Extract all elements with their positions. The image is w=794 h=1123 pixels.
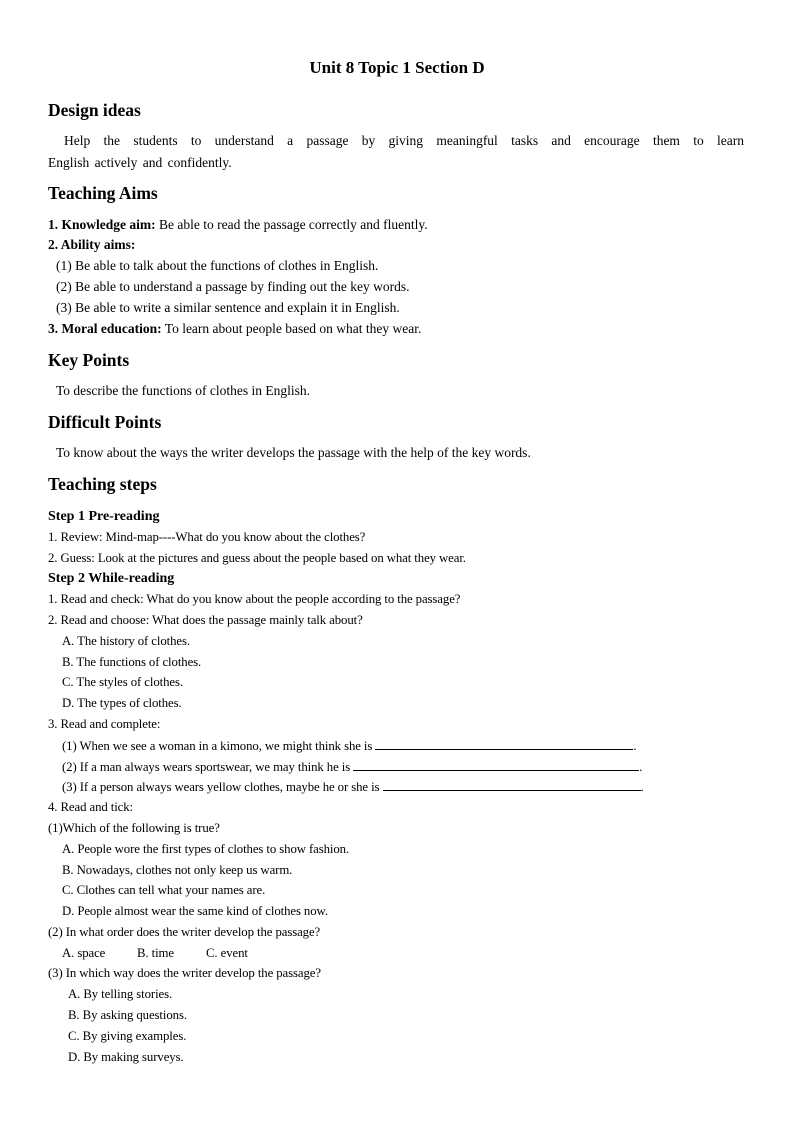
- ability-item: (2) Be able to understand a passage by finding out the key words.: [56, 279, 410, 294]
- question-1: 1. Read and check: What do you know about the people according to the passage?: [48, 592, 461, 606]
- design-ideas-heading: Design ideas: [48, 100, 141, 120]
- question-4-2: (2) In what order does the writer develop the passage?: [48, 925, 321, 939]
- question-3: 3. Read and complete:: [48, 717, 161, 731]
- moral-education: [48, 321, 421, 337]
- key-points-heading: Key Points: [48, 350, 130, 370]
- option: A. space: [62, 946, 106, 960]
- step2-label: Step 2 While-reading: [48, 571, 175, 586]
- difficult-points-heading: Difficult Points: [48, 412, 162, 432]
- option: C. By giving examples.: [68, 1029, 187, 1043]
- fill-blank-text: (3) If a person always wears yellow clothes, maybe he or she is: [62, 780, 380, 794]
- page-title: Unit 8 Topic 1 Section D: [309, 58, 485, 77]
- fill-blank-text: (2) If a man always wears sportswear, we may think he is: [62, 760, 351, 774]
- period: .: [640, 780, 644, 794]
- option: A. The history of clothes.: [62, 634, 190, 648]
- design-ideas-line2: English actively and confidently.: [48, 155, 232, 170]
- step1-item: 1. Review: Mind-map----What do you know about the clothes?: [48, 530, 366, 544]
- fill-blank-item: [62, 759, 642, 775]
- ability-item: (3) Be able to write a similar sentence and explain it in English.: [56, 300, 400, 315]
- answer-blank[interactable]: [353, 759, 639, 771]
- answer-blank[interactable]: [375, 738, 633, 750]
- design-ideas-line1: Help the students to understand a passage by giving meaningful tasks and encourage them to learn: [64, 133, 744, 148]
- moral-education-text: To learn about people based on what they wear.: [164, 321, 422, 336]
- step1-label: Step 1 Pre-reading: [48, 509, 160, 524]
- knowledge-aim-label: 1. Knowledge aim:: [48, 217, 156, 232]
- fill-blank-item: [62, 738, 637, 754]
- option: A. People wore the first types of clothes to show fashion.: [62, 842, 350, 856]
- option: B. Nowadays, clothes not only keep us warm.: [62, 863, 293, 877]
- moral-education-label: 3. Moral education:: [48, 321, 162, 336]
- option: C. Clothes can tell what your names are.: [62, 883, 266, 897]
- option: B. The functions of clothes.: [62, 655, 202, 669]
- period: .: [639, 760, 643, 774]
- question-4-1: (1)Which of the following is true?: [48, 821, 220, 835]
- ability-item: (1) Be able to talk about the functions of clothes in English.: [56, 258, 379, 273]
- knowledge-aim-text: Be able to read the passage correctly and fluently.: [159, 217, 428, 232]
- fill-blank-item: [62, 779, 644, 795]
- option: D. The types of clothes.: [62, 696, 182, 710]
- ability-aims: [48, 237, 135, 253]
- option: D. People almost wear the same kind of clothes now.: [62, 904, 328, 918]
- teaching-steps-heading: Teaching steps: [48, 474, 157, 494]
- fill-blank-text: (1) When we see a woman in a kimono, we might think she is: [62, 739, 373, 753]
- knowledge-aim: [48, 217, 428, 233]
- teaching-aims-heading: Teaching Aims: [48, 183, 158, 203]
- difficult-points-text: To know about the ways the writer develops the passage with the help of the key words.: [56, 445, 531, 460]
- ability-aims-label: 2. Ability aims:: [48, 237, 136, 252]
- option: B. By asking questions.: [68, 1008, 187, 1022]
- key-points-text: To describe the functions of clothes in English.: [56, 383, 311, 398]
- question-2: 2. Read and choose: What does the passage mainly talk about?: [48, 613, 363, 627]
- question-4-3: (3) In which way does the writer develop the passage?: [48, 966, 321, 980]
- option: B. time: [137, 946, 174, 960]
- question-4: 4. Read and tick:: [48, 800, 134, 814]
- answer-blank[interactable]: [383, 779, 641, 791]
- period: .: [633, 739, 637, 753]
- option: D. By making surveys.: [68, 1050, 184, 1064]
- option: C. The styles of clothes.: [62, 675, 183, 689]
- option: C. event: [206, 946, 248, 960]
- step1-item: 2. Guess: Look at the pictures and guess about the people based on what they wear.: [48, 551, 466, 565]
- option: A. By telling stories.: [68, 987, 173, 1001]
